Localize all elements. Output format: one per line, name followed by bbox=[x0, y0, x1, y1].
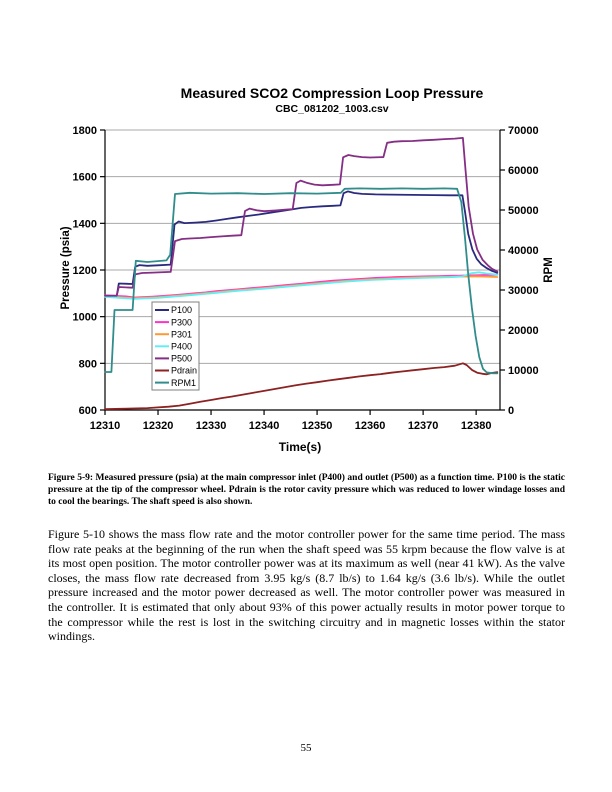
time-axis-title: Time(s) bbox=[278, 440, 322, 454]
series-P100-line bbox=[105, 191, 497, 296]
y-tick-label-right: 70000 bbox=[508, 125, 539, 137]
series-P301-line bbox=[105, 276, 497, 298]
x-tick-label: 12370 bbox=[407, 420, 439, 432]
y-tick-label-right: 40000 bbox=[508, 245, 539, 257]
y-tick-label-right: 30000 bbox=[508, 285, 539, 297]
legend-label-P300: P300 bbox=[171, 317, 193, 328]
chart-subtitle: CBC_081202_1003.csv bbox=[275, 103, 389, 115]
chart-title: Measured SCO2 Compression Loop Pressure bbox=[180, 85, 484, 101]
x-tick-label: 12360 bbox=[354, 420, 386, 432]
page-number: 55 bbox=[300, 742, 312, 754]
x-tick-label: 12340 bbox=[248, 420, 280, 432]
legend-label-P100: P100 bbox=[171, 305, 193, 316]
series-P500-line bbox=[105, 138, 497, 296]
y-tick-label-right: 0 bbox=[508, 405, 515, 417]
legend-label-P400: P400 bbox=[171, 341, 193, 352]
rpm-axis-title: RPM bbox=[543, 257, 555, 283]
y-tick-label-right: 10000 bbox=[508, 365, 539, 377]
y-tick-label-left: 1000 bbox=[72, 311, 97, 324]
y-tick-label-right: 50000 bbox=[508, 205, 539, 217]
x-tick-label: 12310 bbox=[89, 420, 121, 432]
y-tick-label-left: 1600 bbox=[72, 171, 97, 184]
pressure-axis-title: Pressure (psia) bbox=[60, 226, 72, 310]
y-tick-label-left: 600 bbox=[78, 405, 97, 417]
y-tick-label-right: 60000 bbox=[508, 165, 539, 177]
y-tick-label-left: 800 bbox=[78, 358, 97, 371]
body-paragraph: Figure 5-10 shows the mass flow rate and the motor controller power for the same time period. The mass flow rate peaks at the beginning of the run when the shaft speed was 55 krpm because the flow valve is at its most open position. The motor controller power was at its maximum as well (near 41 kW). As the valve closes, the mass flow rate decreased from 3.95 kg/s (8.7 lb/s) to 1.64 kg/s (3.6 lb/s). While the outlet pressure increased and the motor power decreased as well. The motor controller power was measured in the controller. It is estimated that only about 93% of this power actually results in motor power torque to the compressor while the rest is lost in the switching circuitry and in magnetic losses within the stator windings. bbox=[48, 527, 565, 644]
x-tick-label: 12350 bbox=[301, 420, 333, 432]
y-tick-label-left: 1400 bbox=[72, 218, 97, 231]
y-tick-label-right: 20000 bbox=[508, 325, 539, 337]
figure-caption: Figure 5-9: Measured pressure (psia) at the main compressor inlet (P400) and outlet (P500) as a function time. P100 is the static pressure at the tip of the compressor wheel. Pdrain is the rotor cavity pressure which was reduced to lower windage losses and to cool the bearings. The shaft speed is also shown. bbox=[48, 472, 565, 507]
legend-label-P301: P301 bbox=[171, 329, 193, 340]
x-tick-label: 12380 bbox=[460, 420, 492, 432]
legend-label-P500: P500 bbox=[171, 353, 193, 364]
legend-label-Pdrain: Pdrain bbox=[171, 365, 198, 376]
x-tick-label: 12330 bbox=[195, 420, 227, 432]
x-tick-label: 12320 bbox=[142, 420, 174, 432]
legend-label-RPM1: RPM1 bbox=[171, 377, 197, 388]
y-tick-label-left: 1200 bbox=[72, 265, 97, 277]
y-tick-label-left: 1800 bbox=[72, 125, 97, 137]
